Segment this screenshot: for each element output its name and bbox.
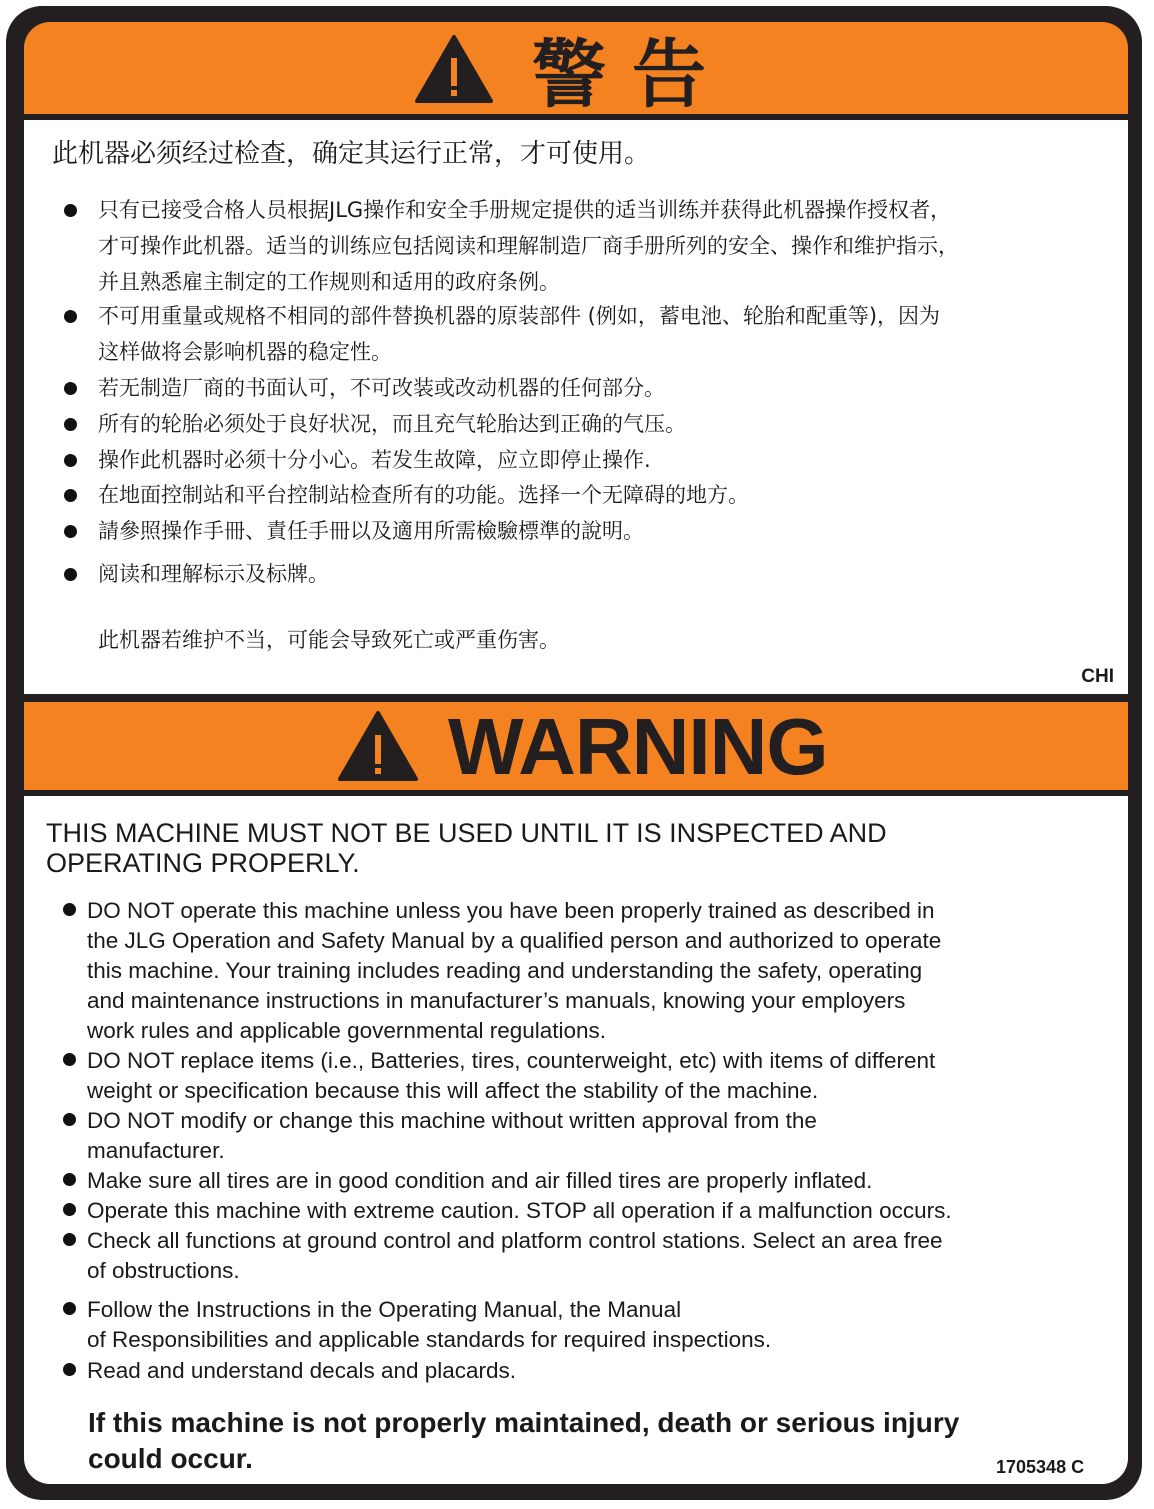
- chinese-item-line: 所有的轮胎必须处于良好状况，而且充气轮胎达到正确的气压。: [98, 412, 686, 436]
- english-list-item: [87, 1166, 872, 1196]
- english-final-warning: [88, 1405, 959, 1477]
- english-item-line: DO NOT replace items (i.e., Batteries, tires, counterweight, etc) with items of different: [87, 1048, 936, 1073]
- english-lead-line: OPERATING PROPERLY.: [46, 848, 360, 878]
- chinese-item-line: 才可操作此机器。适当的训练应包括阅读和理解制造厂商手册所列的安全、操作和维护指示，: [98, 234, 959, 258]
- chinese-list-item: [98, 192, 959, 300]
- bullet-dot-icon: [63, 1233, 76, 1246]
- english-lead-line: THIS MACHINE MUST NOT BE USED UNTIL IT IS INSPECTED AND: [46, 818, 887, 848]
- english-banner-title: WARNING: [448, 702, 828, 791]
- english-item-line: of Responsibilities and applicable standards for required inspections.: [87, 1327, 772, 1352]
- chinese-list-item: [98, 406, 686, 442]
- english-item-line: manufacturer.: [87, 1138, 225, 1163]
- bullet-dot-icon: [63, 1053, 76, 1066]
- chinese-list-item: [98, 370, 665, 406]
- english-list-item: [87, 1106, 817, 1166]
- chinese-item-line: 只有已接受合格人员根据JLG操作和安全手册规定提供的适当训练并获得此机器操作授权者，: [98, 198, 952, 222]
- english-item-line: this machine. Your training includes reading and understanding the safety, operating: [87, 958, 923, 983]
- chinese-item-line: 并且熟悉雇主制定的工作规则和适用的政府条例。: [98, 270, 560, 294]
- chinese-list-item: [98, 477, 749, 513]
- warning-triangle-icon: [338, 710, 418, 782]
- english-final-line: If this machine is not properly maintained, death or serious injury: [88, 1407, 960, 1438]
- language-code: CHI: [1081, 666, 1114, 687]
- bullet-dot-icon: [64, 418, 77, 431]
- bullet-dot-icon: [63, 1203, 76, 1216]
- english-list-item: [87, 896, 941, 1046]
- bullet-dot-icon: [63, 1173, 76, 1186]
- bullet-dot-icon: [64, 568, 77, 581]
- english-item-line: Make sure all tires are in good condition and air filled tires are properly inflated.: [87, 1168, 873, 1193]
- bullet-dot-icon: [64, 310, 77, 323]
- bullet-dot-icon: [64, 382, 77, 395]
- bullet-dot-icon: [64, 525, 77, 538]
- english-item-line: DO NOT operate this machine unless you have been properly trained as described in: [87, 898, 935, 923]
- english-list-item: [87, 1046, 935, 1106]
- english-list-item: [87, 1196, 952, 1226]
- english-item-line: DO NOT modify or change this machine without written approval from the: [87, 1108, 817, 1133]
- chinese-item-line: 請參照操作手冊、責任手冊以及適用所需檢驗標準的說明。: [98, 519, 644, 543]
- chinese-list-item: [98, 513, 644, 549]
- english-item-line: and maintenance instructions in manufacturer’s manuals, knowing your employers: [87, 988, 906, 1013]
- bullet-dot-icon: [64, 454, 77, 467]
- chinese-item-line: 若无制造厂商的书面认可，不可改装或改动机器的任何部分。: [98, 376, 665, 400]
- english-item-line: the JLG Operation and Safety Manual by a qualified person and authorized to operate: [87, 928, 942, 953]
- english-lead-text: [46, 818, 887, 878]
- english-list-item: [87, 1295, 771, 1355]
- chinese-final-warning: 此机器若维护不当，可能会导致死亡或严重伤害。: [98, 628, 560, 652]
- english-list-item: [87, 1226, 942, 1286]
- english-item-line: Follow the Instructions in the Operating Manual, the Manual: [87, 1297, 682, 1322]
- english-item-line: of obstructions.: [87, 1258, 240, 1283]
- chinese-item-line: 不可用重量或规格不相同的部件替换机器的原装部件 (例如，蓄电池、轮胎和配重等)，因为: [98, 304, 941, 328]
- english-list-item: [87, 1356, 516, 1386]
- bullet-dot-icon: [63, 1302, 76, 1315]
- chinese-lead-text: 此机器必须经过检查，确定其运行正常，才可使用。: [52, 139, 651, 169]
- english-final-line: could occur.: [88, 1443, 253, 1474]
- chinese-list-item: [98, 298, 940, 370]
- english-item-line: work rules and applicable governmental regulations.: [87, 1018, 607, 1043]
- chinese-banner-title: 警告: [532, 32, 732, 118]
- warning-triangle-icon: [415, 34, 493, 104]
- english-item-line: Read and understand decals and placards.: [87, 1358, 517, 1383]
- chinese-item-line: 在地面控制站和平台控制站检查所有的功能。选择一个无障碍的地方。: [98, 483, 749, 507]
- bullet-dot-icon: [64, 489, 77, 502]
- chinese-item-line: 这样做将会影响机器的稳定性。: [98, 340, 392, 364]
- chinese-item-line: 操作此机器时必须十分小心。若发生故障，应立即停止操作.: [98, 448, 651, 472]
- bullet-dot-icon: [63, 903, 76, 916]
- part-number: 1705348 C: [996, 1457, 1085, 1477]
- english-item-line: Check all functions at ground control and platform control stations. Select an area free: [87, 1228, 943, 1253]
- english-item-line: Operate this machine with extreme caution. STOP all operation if a malfunction occurs.: [87, 1198, 952, 1223]
- bullet-dot-icon: [64, 204, 77, 217]
- chinese-list-item: [98, 556, 329, 592]
- bullet-dot-icon: [63, 1113, 76, 1126]
- chinese-item-line: 阅读和理解标示及标牌。: [98, 562, 329, 586]
- english-item-line: weight or specification because this will affect the stability of the machine.: [87, 1078, 819, 1103]
- bullet-dot-icon: [63, 1363, 76, 1376]
- chinese-list-item: [98, 442, 651, 478]
